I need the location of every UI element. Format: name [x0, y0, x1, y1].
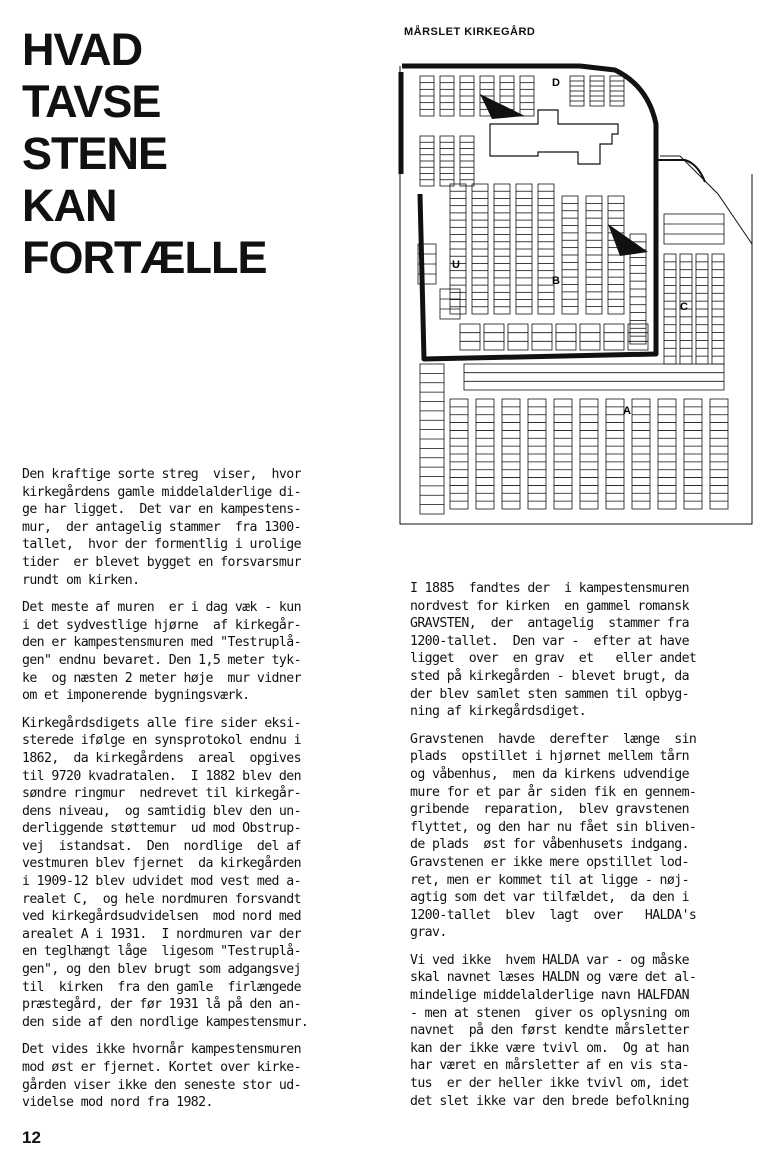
grave-plot-block [460, 324, 480, 350]
title-line: TAVSE [22, 76, 161, 127]
paragraph: Den kraftige sorte streg viser, hvor kirkegårdens gamle middelalderlige di- ge har ligget. Det var en kampestens- mur, der antagelig stammer fra 1300- tallet, hvor der formentlig i urolige tider er blevet bygget en forsvarsmur rundt om kirken. [22, 467, 301, 588]
paragraph: Det meste af muren er i dag væk - kun i det sydvestlige hjørne af kirkegår- den er kampestensmuren med "Testruplå- gen" endnu bevaret. Den 1,5 meter tyk- ke og næsten 2 meter høje mur vidner om et imponerende bygningsværk. [22, 600, 301, 704]
paragraph: Det vides ikke hvornår kampestensmuren mod øst er fjernet. Kortet over kirke- gården viser ikke den seneste stor ud- videlse mod nord fra 1982. [22, 1042, 301, 1111]
title-line: FORTÆLLE [22, 232, 267, 283]
area-label-d: D [552, 77, 560, 89]
area-label-c: C [680, 301, 688, 313]
paragraph: Gravstenen havde derefter længe sin plads opstillet i hjørnet mellem tårn og våbenhus, men da kirkens udvendige mure for et par år siden fik en gennem- gribende reparation, blev gravstenen flyttet, og den har nu fået sin bliven- de plads øst for våbenhusets indgang. Gravstenen er ikke mere opstillet lod- ret, men er kommet til at ligge - nøj- agtig som det var tilfældet, da den i 1200-tallet blev lagt over HALDA's grav. [410, 731, 697, 941]
grave-plot-block [604, 324, 624, 350]
paragraph: Kirkegårdsdigets alle fire sider eksi- sterede ifølge en synsprotokol endnu i 1862, da kirkegårdens areal opgives til 9720 kvadratalen. I 1882 blev den søndre ringmur nedrevet til kirkegår- dens niveau, og samtidig blev den un- derliggende støttemur ud mod Obstrup- vej istandsat. Den nordlige del af vestmuren blev fjernet da kirkegården i 1909-12 blev udvidet mod vest med a- realet C, og hele nordmuren forsvandt ved kirkegårdsudvidelsen mod nord med arealet A i 1931. I nordmuren var der en teglhængt låge ligesom "Testruplå- gen", og den blev brugt som adgangsvej til kirken fra den gamle firlængede præstegård, der før 1931 lå på den an- den side af den nordlige kampestensmur. [22, 715, 309, 1030]
grave-plot-block [484, 324, 504, 350]
paragraph: I 1885 fandtes der i kampestensmuren nordvest for kirken en gammel romansk GRAVSTEN, der antagelig stammer fra 1200-tallet. Den var - efter at have ligget over en grav et eller andet sted på kirkegården - blevet brugt, da der blev samlet sten sammen til opbyg- ning af kirkegårdsdiget. [410, 581, 697, 720]
article-title [22, 24, 266, 284]
churchyard-map [380, 24, 760, 544]
grave-plot-block [580, 324, 600, 350]
right-text-column [410, 580, 760, 1120]
grave-plot-block [664, 214, 724, 244]
title-line: KAN [22, 180, 117, 231]
map-title: MÅRSLET KIRKEGÅRD [404, 26, 536, 38]
arrow-marker [608, 224, 648, 256]
area-label-u: U [452, 259, 460, 271]
church-building [490, 110, 618, 164]
left-text-column [22, 466, 372, 1122]
title-line: STENE [22, 128, 168, 179]
grave-plot-block [464, 364, 724, 390]
arrow-marker [480, 94, 525, 119]
page-number: 12 [22, 1128, 41, 1147]
area-label-a: A [623, 405, 631, 417]
map-drawing [380, 24, 760, 544]
grave-plot-block [508, 324, 528, 350]
title-line: HVAD [22, 24, 143, 75]
paragraph: Vi ved ikke hvem HALDA var - og måske skal navnet læses HALDN og være det al- mindelige middelalderlige navn HALFDAN - men at stenen giver os oplysning om navnet på den først kendte mårsletter kan der ikke være tvivl om. Og at han har været en mårsletter af en vis sta- tus er der heller ikke tvivl om, idet det slet ikke var den brede befolkning [410, 952, 697, 1109]
grave-plot-block [532, 324, 552, 350]
grave-plot-block [556, 324, 576, 350]
area-label-b: B [552, 275, 560, 287]
